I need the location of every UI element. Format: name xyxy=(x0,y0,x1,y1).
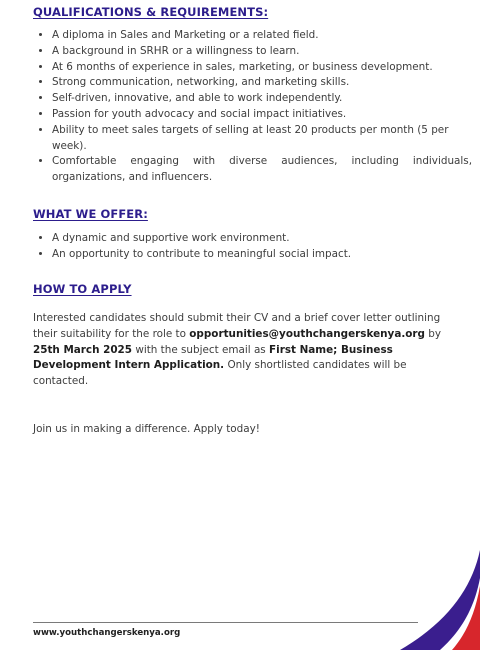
list-item: • A dynamic and supportive work environment. xyxy=(52,231,472,247)
apply-text-3: with the subject email as xyxy=(132,343,270,356)
list-item: • Ability to meet sales targets of selling at least 20 products per month (5 per week). xyxy=(52,123,472,155)
corner-decoration xyxy=(400,550,480,650)
footer-website-link[interactable]: www.youthchangerskenya.org xyxy=(33,628,181,638)
apply-text-2: by xyxy=(425,327,442,340)
qualifications-list xyxy=(34,28,472,186)
list-item: • A diploma in Sales and Marketing or a related field. xyxy=(52,28,472,44)
closing-line: Join us in making a difference. Apply today! xyxy=(33,423,260,435)
apply-email[interactable]: opportunities@youthchangerskenya.org xyxy=(189,327,425,340)
list-item: • A background in SRHR or a willingness to learn. xyxy=(52,44,472,60)
list-item: • At 6 months of experience in sales, marketing, or business development. xyxy=(52,60,472,76)
list-item: • Passion for youth advocacy and social impact initiatives. xyxy=(52,107,472,123)
list-item: • Self-driven, innovative, and able to work independently. xyxy=(52,91,472,107)
list-item: • An opportunity to contribute to meaningful social impact. xyxy=(52,247,472,263)
list-item: • Strong communication, networking, and marketing skills. xyxy=(52,75,472,91)
apply-text-1: Interested candidates should submit their CV and a brief cover letter outlining their suitability for the role to xyxy=(33,312,441,340)
offer-heading: WHAT WE OFFER: xyxy=(33,207,148,221)
apply-text-4: Only shortlisted candidates will be contacted. xyxy=(33,359,407,388)
offer-list xyxy=(34,231,472,263)
qualifications-heading: QUALIFICATIONS & REQUIREMENTS: xyxy=(33,5,269,19)
list-item: • Comfortable engaging with diverse audiences, including individuals, organizations, and influencers. xyxy=(52,154,472,186)
apply-subject: First Name; Business Development Intern Application. xyxy=(33,343,393,372)
how-to-apply-heading: HOW TO APPLY xyxy=(33,282,132,296)
apply-deadline: 25th March 2025 xyxy=(33,343,133,356)
apply-instructions xyxy=(33,311,453,390)
footer-divider xyxy=(33,622,418,623)
